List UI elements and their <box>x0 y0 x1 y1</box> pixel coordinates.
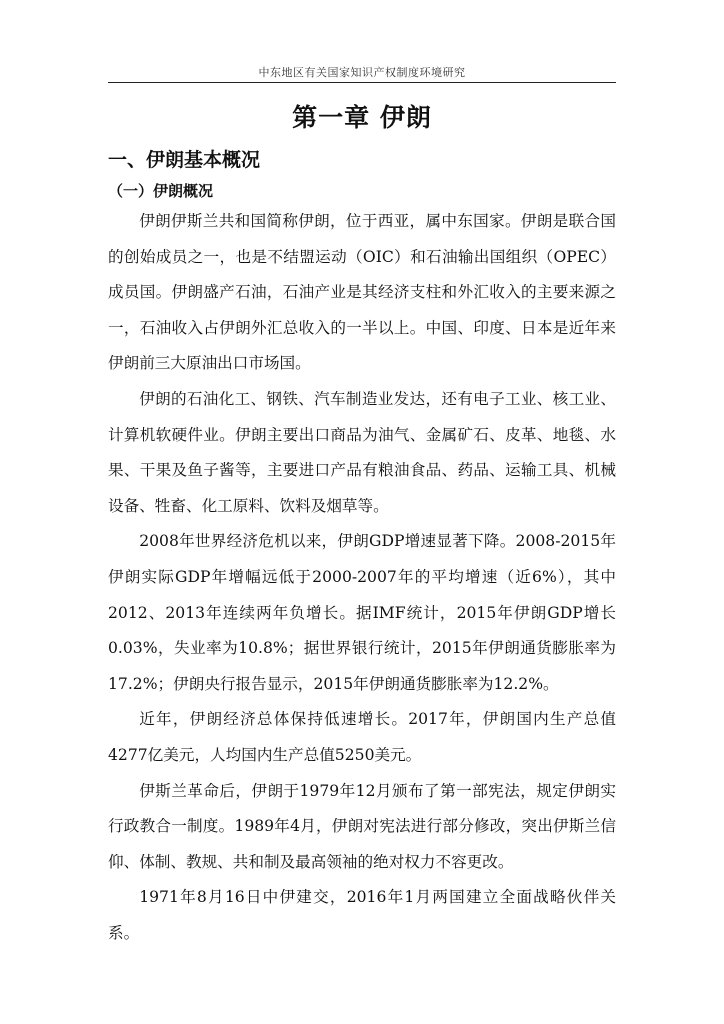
section-heading: 一、伊朗基本概况 <box>108 149 261 171</box>
paragraph-relations: 1971年8月16日中伊建交，2016年1月两国建立全面战略伙伴关系。 <box>108 888 616 942</box>
paragraph-economy: 2008年世界经济危机以来，伊朗GDP增速显著下降。2008-2015年伊朗实际GDP年增幅远低于2000-2007年的平均增速（近6%），其中2012、2013年连续两年负增长。据IMF统计，2015年伊朗GDP增长0.03%，失业率为10.8%；据世界银行统计，2015年伊朗通货膨胀率为17.2%；伊朗央行报告显示，2015年伊朗通货膨胀率为12.2%。 <box>108 532 616 693</box>
paragraph-constitution: 伊斯兰革命后，伊朗于1979年12月颁布了第一部宪法，规定伊朗实行政教合一制度。1989年4月，伊朗对宪法进行部分修改，突出伊斯兰信仰、体制、教规、共和制及最高领袖的绝对权力不容更改。 <box>108 781 616 871</box>
header-rule <box>108 82 616 83</box>
paragraph-growth: 近年，伊朗经济总体保持低速增长。2017年，伊朗国内生产总值4277亿美元，人均国内生产总值5250美元。 <box>108 710 616 764</box>
paragraph-overview: 伊朗伊斯兰共和国简称伊朗，位于西亚，属中东国家。伊朗是联合国的创始成员之一，也是不结盟运动（OIC）和石油输出国组织（OPEC）成员国。伊朗盛产石油，石油产业是其经济支柱和外汇收入的主要来源之一，石油收入占伊朗外汇总收入的一半以上。中国、印度、日本是近年来伊朗前三大原油出口市场国。 <box>108 212 616 373</box>
running-header: 中东地区有关国家知识产权制度环境研究 <box>258 66 466 79</box>
chapter-title: 第一章 伊朗 <box>292 103 432 132</box>
body-text <box>108 204 616 951</box>
subsection-heading: （一）伊朗概况 <box>108 182 214 200</box>
paragraph-industry: 伊朗的石油化工、钢铁、汽车制造业发达，还有电子工业、核工业、计算机软硬件业。伊朗主要出口商品为油气、金属矿石、皮革、地毯、水果、干果及鱼子酱等，主要进口产品有粮油食品、药品、运输工具、机械设备、牲畜、化工原料、饮料及烟草等。 <box>108 389 616 515</box>
